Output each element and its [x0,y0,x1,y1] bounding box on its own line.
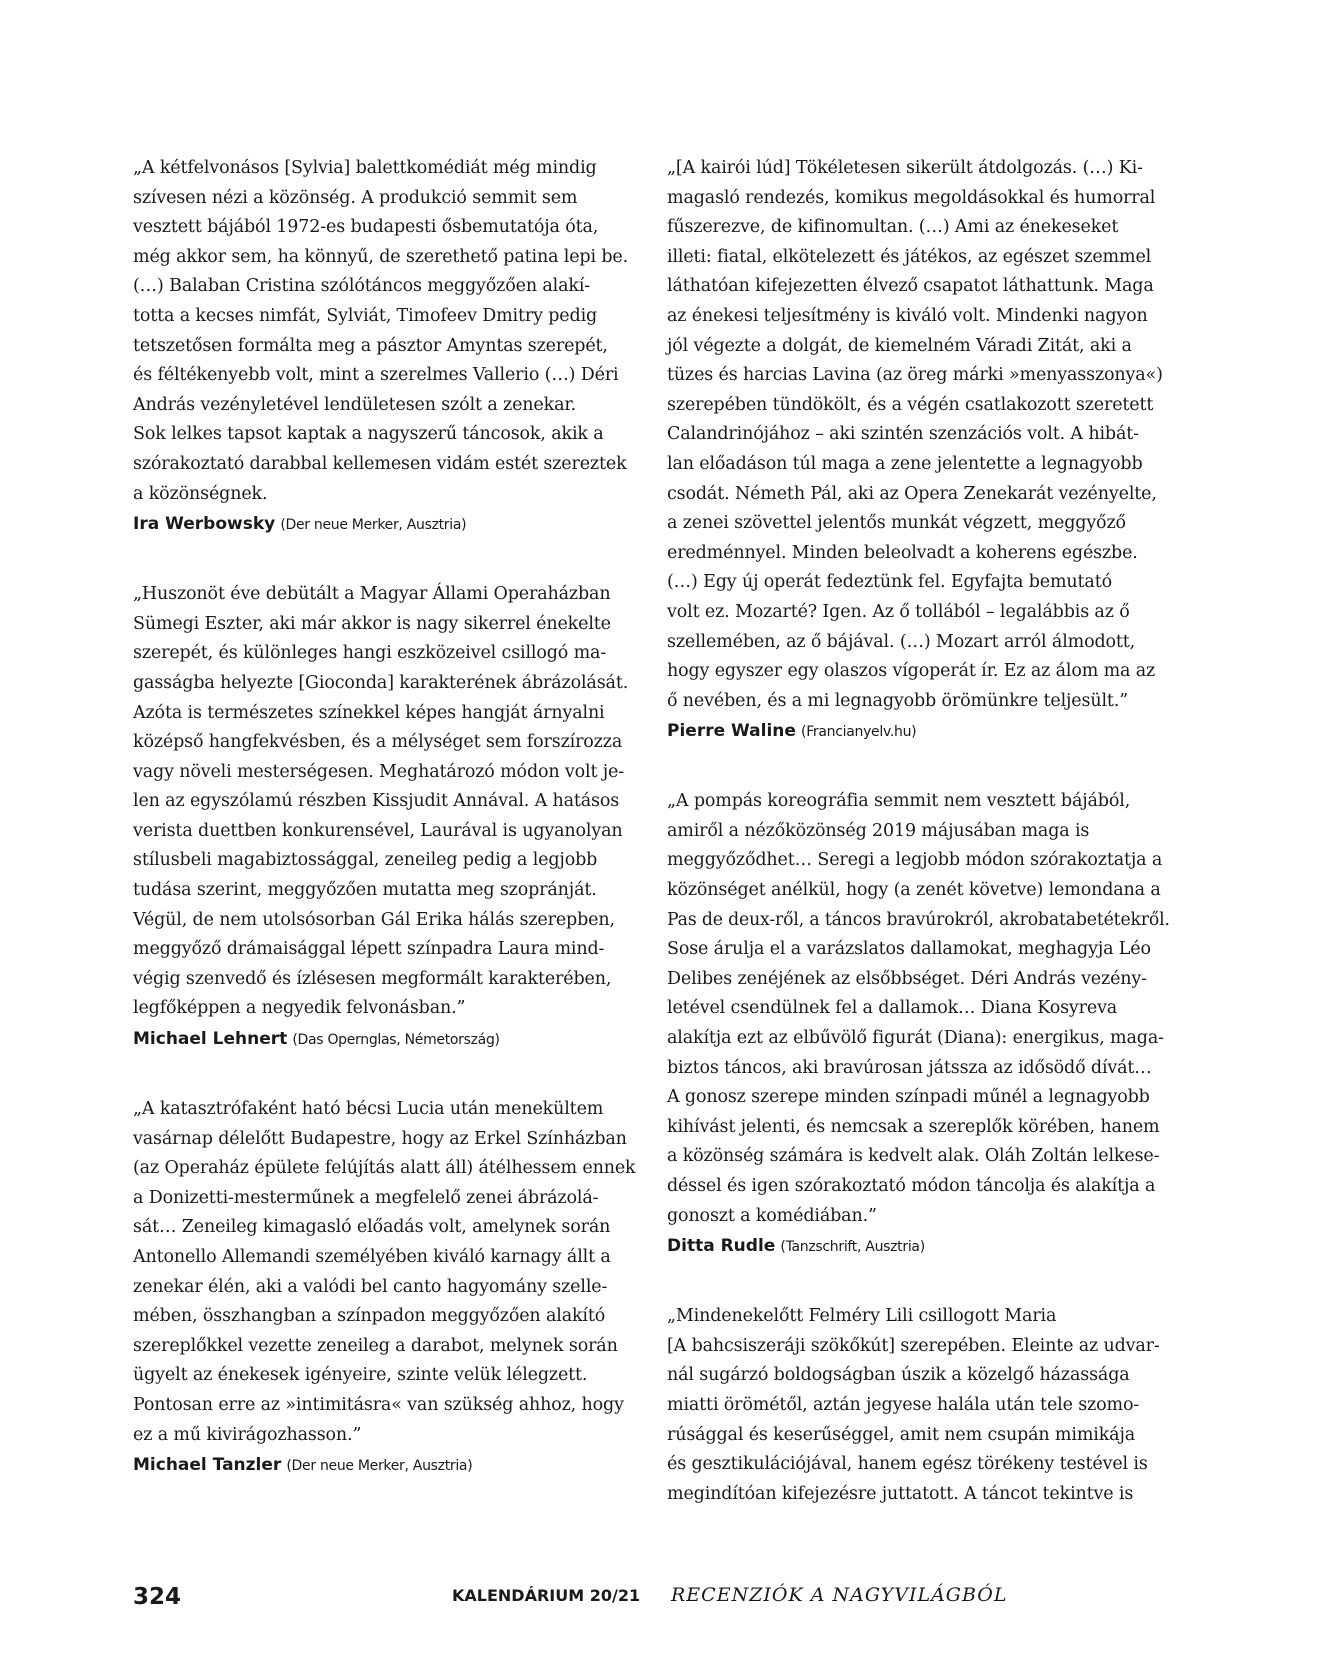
text-line: miatti örömétől, aztán jegyese halála után tele szomo- [667,1394,1140,1415]
text-line: (…) Balaban Cristina szólótáncos meggyőzően alakí- [133,276,591,297]
text-line: és féltékenyebb volt, mint a szerelmes Vallerio (…) Déri [133,365,619,386]
text-line: vesztett bájából 1972-es budapesti ősbemutatója óta, [133,217,599,238]
text-line: tudása szerint, meggyőzően mutatta meg szopránját. [133,880,597,901]
text-line: végig szenvedő és ízlésesen megformált karakterében, [133,968,612,989]
text-line: középső hangfekvésben, és a mélységet sem forszírozza [133,732,623,753]
text-line: volt ez. Mozarté? Igen. Az ő tollából – legalábbis az ő [667,601,1130,622]
text-line: „[A kairói lúd] Tökéletesen sikerült átdolgozás. (…) Ki- [667,158,1143,178]
source: (Das Opernglas, Németország) [292,1032,500,1049]
text-line: kihívást jelenti, és nemcsak a szereplők körében, hanem [667,1116,1160,1137]
text-line: stílusbeli magabiztossággal, zeneileg pedig a legjobb [133,850,598,871]
source: (Der neue Merker, Ausztria) [286,1458,473,1475]
text-line: ez a mű kivirágozhasson.” [133,1424,362,1445]
text-line: „A katasztrófaként ható bécsi Lucia után menekültem [133,1099,604,1120]
text-line: megindítóan kifejezésre juttatott. A táncot tekintve is [667,1483,1134,1504]
text-line: közönséget anélkül, hogy (a zenét követve) lemondana a [667,880,1161,901]
text-line: „A kétfelvonásos [Sylvia] balettkomédiát még mindig [133,158,597,178]
review-text [133,1095,638,1450]
text-line: Sok lelkes tapsot kaptak a nagyszerű táncosok, akik a [133,424,604,445]
text-line: legfőképpen a negyedik felvonásban.” [133,998,466,1019]
text-line: szereplőkkel vezette zeneileg a darabot, melynek során [133,1335,618,1356]
text-line: Sose árulja el a varázslatos dallamokat, meghagyja Léo [667,939,1151,960]
text-line: len az egyszólamú részben Kissjudit Annával. A hatásos [133,791,620,812]
text-line: déssel és igen szórakoztató módon táncolja és alakítja a [667,1176,1156,1196]
source: (Tanzschrift, Ausztria) [780,1239,925,1256]
review-text [133,154,638,509]
text-line: Sümegi Eszter, aki már akkor is nagy sikerrel énekelte [133,613,611,634]
author-name: Michael Lehnert [133,1029,288,1050]
review-2 [133,580,638,1055]
text-line: magasló rendezés, komikus megoldásokkal és humorral [667,187,1156,208]
review-text [667,787,1172,1231]
text-line: vasárnap délelőtt Budapestre, hogy az Erkel Színházban [133,1128,627,1149]
text-line: „Huszonöt éve debütált a Magyar Állami Operaházban [133,584,611,605]
review-attribution [133,509,638,540]
text-line: a közönségnek. [133,483,268,504]
text-line: letével csendülnek fel a dallamok… Diana Kosyreva [667,998,1118,1019]
text-line: szívesen nézi a közönség. A produkció semmit sem [133,187,578,208]
review-5 [667,787,1172,1262]
text-line: ő nevében, és a mi legnagyobb örömünkre teljesült.” [667,690,1128,711]
section-title: RECENZIÓK A NAGYVILÁGBÓL [671,1584,1008,1606]
text-line: szórakoztató darabbal kellemesen vidám estét szereztek [133,453,627,474]
text-line: verista duettben konkurensével, Laurával is ugyanolyan [133,820,623,841]
text-line: Végül, de nem utolsósorban Gál Erika hálás szerepben, [133,909,615,930]
text-line: Pas de deux-ről, a táncos bravúrokról, akrobatabetétekről. [667,909,1170,930]
left-column [133,154,638,1521]
text-line: a közönség számára is kedvelt alak. Oláh Zoltán lelkese- [667,1146,1160,1167]
text-line: fűszerezve, de kifinomultan. (…) Ami az énekeseket [667,217,1119,238]
text-line: még akkor sem, ha könnyű, de szerethető patina lepi be. [133,246,629,267]
text-line: a zenei szövettel jelentős munkát végzett, meggyőző [667,513,1126,534]
text-line: láthatóan kifejezetten élvező csapatot láthattunk. Maga [667,276,1154,297]
review-attribution [133,1450,638,1481]
text-line: ügyelt az énekesek igényeire, szinte velük lélegzett. [133,1365,588,1386]
review-attribution [667,1231,1172,1262]
text-line: Pontosan erre az »intimitásra« van szükség ahhoz, hogy [133,1394,624,1415]
review-attribution [667,716,1172,747]
text-line: eredménnyel. Minden beleolvadt a koherens egészbe. [667,542,1138,563]
author-name: Pierre Waline [667,721,796,742]
text-line: tetszetősen formálta meg a pásztor Amyntas szerepét, [133,335,608,356]
text-line: szerepében tündökölt, és a végén csatlakozott szeretett [667,394,1154,415]
publication-title: KALENDÁRIUM 20/21 [452,1586,641,1605]
text-line: mében, összhangban a színpadon meggyőzően alakító [133,1306,606,1327]
text-line: „A pompás koreográfia semmit nem vesztett bájából, [667,791,1131,812]
page-footer [0,1584,1330,1614]
page-number: 324 [133,1584,182,1610]
text-line: Delibes zenéjének az elsőbbséget. Déri András vezény- [667,968,1147,989]
text-line: Azóta is természetes színekkel képes hangját árnyalni [133,702,605,723]
review-attribution [133,1024,638,1055]
review-text [667,154,1172,716]
text-line: illeti: fiatal, elkötelezett és játékos, az egészet szemmel [667,246,1152,267]
text-line: gasságba helyezte [Gioconda] karakterének ábrázolását. [133,672,629,693]
author-name: Ditta Rudle [667,1236,776,1257]
source: (Francianyelv.hu) [801,724,917,741]
text-line: hogy egyszer egy olaszos vígoperát ír. Ez az álom ma az [667,661,1156,682]
text-line: szerepét, és különleges hangi eszközeivel csillogó ma- [133,643,607,664]
text-line: és gesztikulációjával, hanem egész törékeny testével is [667,1454,1148,1475]
author-name: Ira Werbowsky [133,514,276,535]
text-line: [A bahcsiszeráji szökőkút] szerepében. Eleinte az udvar- [667,1335,1160,1356]
review-6 [667,1302,1172,1509]
text-line: „Mindenekelőtt Felméry Lili csillogott Maria [667,1306,1057,1327]
text-line: jól végezte a dolgát, de kiemelném Váradi Zitát, aki a [667,335,1132,356]
text-line: Calandrinójához – aki szintén szenzációs volt. A hibát- [667,424,1139,445]
text-line: gonoszt a komédiában.” [667,1205,877,1226]
text-line: szellemében, az ő bájával. (…) Mozart arról álmodott, [667,631,1136,652]
text-line: az énekesi teljesítmény is kiváló volt. Mindenki nagyon [667,305,1148,326]
text-line: A gonosz szerepe minden színpadi műnél a legnagyobb [667,1087,1150,1108]
review-text [667,1302,1172,1509]
text-line: totta a kecses nimfát, Sylviát, Timofeev Dmitry pedig [133,305,598,326]
text-line: vagy növeli mesterségesen. Meghatározó módon volt je- [133,761,625,782]
source: (Der neue Merker, Ausztria) [280,517,467,534]
text-line: amiről a nézőközönség 2019 májusában maga is [667,820,1090,841]
text-line: rúsággal és keserűséggel, amit nem csupán mimikája [667,1424,1136,1445]
review-4 [667,154,1172,747]
review-3 [133,1095,638,1481]
review-1 [133,154,638,540]
text-line: nál sugárzó boldogságban úszik a közelgő házassága [667,1365,1130,1386]
text-line: csodát. Németh Pál, aki az Opera Zenekarát vezényelte, [667,483,1157,504]
review-text [133,580,638,1024]
text-line: András vezényletével lendületesen szólt a zenekar. [133,394,577,415]
text-line: tüzes és harcias Lavina (az öreg márki »menyasszonya«) [667,365,1163,386]
author-name: Michael Tanzler [133,1455,282,1476]
text-line: meggyőző drámaisággal lépett színpadra Laura mind- [133,939,605,960]
text-line: (az Operaház épülete felújítás alatt áll) átélhessem ennek [133,1158,636,1179]
text-line: meggyőződhet… Seregi a legjobb módon szórakoztatja a [667,850,1163,871]
text-line: (…) Egy új operát fedeztünk fel. Egyfajta bemutató [667,572,1112,593]
text-line: a Donizetti-mesterműnek a megfelelő zenei ábrázolá- [133,1187,599,1208]
text-line: Antonello Allemandi személyében kiváló karnagy állt a [133,1247,611,1267]
text-line: biztos táncos, aki bravúrosan játssza az idősödő dívát… [667,1057,1152,1078]
text-line: sát… Zeneileg kimagasló előadás volt, amelynek során [133,1217,611,1238]
text-line: zenekar élén, aki a valódi bel canto hagyomány szelle- [133,1276,608,1297]
right-column [667,154,1172,1549]
text-line: alakítja ezt az elbűvölő figurát (Diana): energikus, maga- [667,1028,1164,1049]
text-line: lan előadáson túl maga a zene jelentette a legnagyobb [667,453,1143,474]
